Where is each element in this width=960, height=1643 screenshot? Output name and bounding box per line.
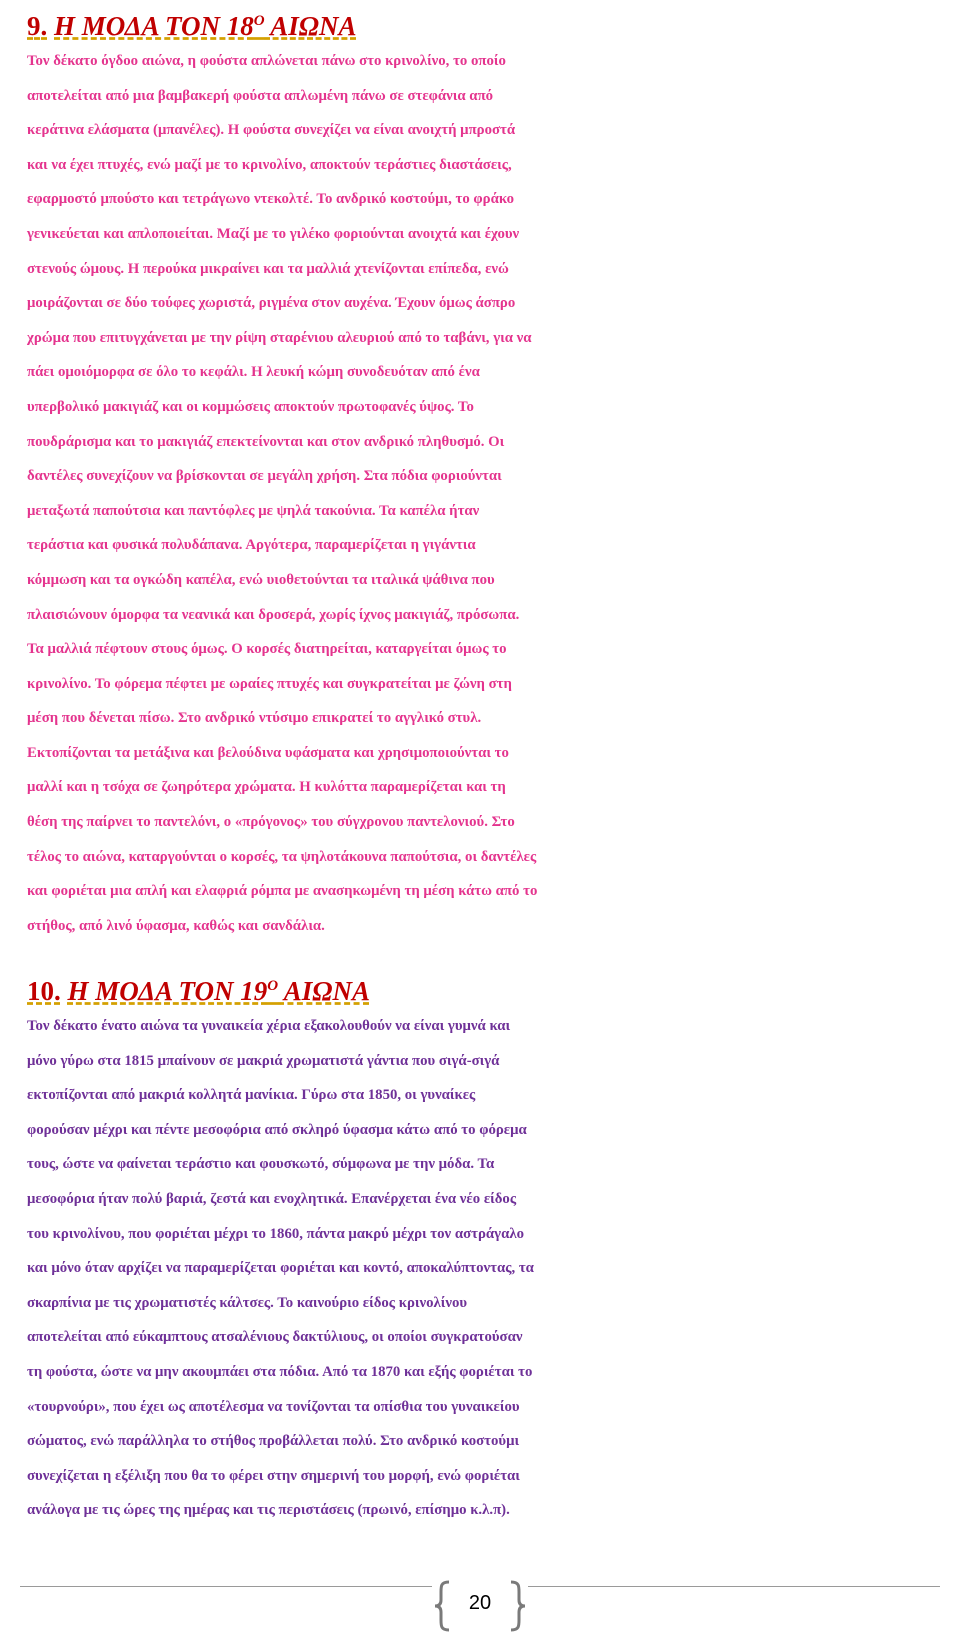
text-line: φορούσαν μέχρι και πέντε μεσοφόρια από σκληρό ύφασμα κάτω από το φόρεμα [27,1121,527,1138]
text-line: τη φούστα, ώστε να μην ακουμπάει στα πόδια. Από τα 1870 και εξής φοριέται το [27,1363,533,1380]
text-line: και μόνο όταν αρχίζει να παραμερίζεται φοριέται και κοντό, αποκαλύπτοντας, τα [27,1260,534,1277]
text-line: μόνο γύρω στα 1815 μπαίνουν σε μακριά χρωματιστά γάντια που σιγά-σιγά [27,1052,500,1069]
text-line: αποτελείται από μια βαμβακερή φούστα απλωμένη πάνω σε στεφάνια από [27,87,494,104]
section-heading-19th-century [27,973,939,1009]
text-line: σκαρπίνια με τις χρωματιστές κάλτσες. Το καινούριο είδος κρινολίνου [27,1294,468,1311]
text-line: αποτελείται από εύκαμπτους ατσαλένιους δακτύλιους, οι οποίοι συγκρατούσαν [27,1329,523,1346]
text-line: του κρινολίνου, που φοριέται μέχρι το 1860, πάντα μακρύ μέχρι τον αστράγαλο [27,1225,524,1242]
text-line: μοιράζονται σε δύο τούφες χωριστά, ριγμένα στον αυχένα. Έχουν όμως άσπρο [27,295,516,312]
text-line: γενικεύεται και απλοποιείται. Μαζί με το γιλέκο φοριούνται ανοιχτά και έχουν [27,225,520,242]
section-title-text: Η ΜΟΔΑ ΤΟΝ 18 [54,11,254,41]
section-paragraph [27,44,939,943]
text-line: στήθος, από λινό ύφασμα, καθώς και σανδάλια. [27,917,325,934]
text-line: πουδράρισμα και το μακιγιάζ επεκτείνονται και στον ανδρικό πληθυσμό. Οι [27,433,505,450]
text-line: «τουρνούρι», που έχει ως αποτέλεσμα να τονίζονται τα οπίσθια του γυναικείου [27,1398,520,1415]
text-line: τους, ώστε να φαίνεται τεράστιο και φουσκωτό, σύμφωνα με την μόδα. Τα [27,1156,495,1173]
text-line: ανάλογα με τις ώρες της ημέρας και τις περιστάσεις (πρωινό, επίσημο κ.λ.π). [27,1502,510,1519]
text-line: πάει ομοιόμορφα σε όλο το κεφάλι. Η λευκή κώμη συνοδευόταν από ένα [27,364,480,381]
section-title [68,976,370,1006]
text-line: σώματος, ενώ παράλληλα το στήθος προβάλλεται πολύ. Στο ανδρικό κοστούμι [27,1433,520,1450]
text-line: στενούς ώμους. Η περούκα μικραίνει και τα μαλλιά χτενίζονται επίπεδα, ενώ [27,260,509,277]
text-line: μαλλί και η τσόχα σε ζωηρότερα χρώματα. Η κυλόττα παραμερίζεται και τη [27,779,506,796]
right-brace-icon [506,1580,528,1632]
text-line: κεράτινα ελάσματα (μπανέλες). Η φούστα συνεχίζει να είναι ανοιχτή μπροστά [27,122,516,139]
section-18th-century [27,8,939,943]
section-paragraph [27,1009,939,1528]
text-line: μεταξωτά παπούτσια και παντόφλες με ψηλά τακούνια. Τα καπέλα ήταν [27,502,480,519]
text-line: τέλος το αιώνα, καταργούνται ο κορσές, τα ψηλοτάκουνα παπούτσια, οι δαντέλες [27,848,537,865]
text-line: εκτοπίζονται από μακριά κολλητά μανίκια. Γύρω στα 1850, οι γυναίκες [27,1087,476,1104]
text-line: Τα μαλλιά πέφτουν στους όμως. Ο κορσές διατηρείται, καταργείται όμως το [27,641,507,658]
section-19th-century [27,973,939,1528]
section-title-superscript: Ο [253,13,265,29]
text-line: κρινολίνο. Το φόρεμα πέφτει με ωραίες πτυχές και συγκρατείται με ζώνη στη [27,675,512,692]
text-line: και φοριέται μια απλή και ελαφριά ρόμπα με ανασηκωμένη τη μέση κάτω από το [27,883,538,900]
text-line: Εκτοπίζονται τα μετάξινα και βελούδινα υφάσματα και χρησιμοποιούνται το [27,744,509,761]
page-number: 20 [468,1592,492,1614]
text-line: συνεχίζεται η εξέλιξη που θα το φέρει στην σημερινή του μορφή, ενώ φοριέται [27,1467,520,1484]
text-line: μεσοφόρια ήταν πολύ βαριά, ζεστά και ενοχλητικά. Επανέρχεται ένα νέο είδος [27,1190,517,1207]
footer-rule-right [528,1586,940,1587]
text-line: δαντέλες συνεχίζουν να βρίσκονται σε μεγάλη χρήση. Στα πόδια φοριούνται [27,468,502,485]
section-number: 10. [27,976,61,1006]
text-line: υπερβολικό μακιγιάζ και οι κομμώσεις αποκτούν πρωτοφανές ύψος. Το [27,398,474,415]
text-line: Τον δέκατο όγδοο αιώνα, η φούστα απλώνεται πάνω στο κρινολίνο, το οποίο [27,53,506,69]
text-line: και να έχει πτυχές, ενώ μαζί με το κρινολίνο, αποκτούν τεράστιες διαστάσεις, [27,156,512,173]
text-line: θέση της παίρνει το παντελόνι, ο «πρόγονος» του σύγχρονου παντελονιού. Στο [27,814,515,831]
section-title-superscript: Ο [267,978,279,994]
left-brace-icon [432,1580,454,1632]
page-footer [0,1580,960,1632]
text-line: μέση που δένεται πίσω. Στο ανδρικό ντύσιμο επικρατεί το αγγλικό στυλ. [27,710,482,727]
section-heading-18th-century [27,8,939,44]
text-line: Τον δέκατο ένατο αιώνα τα γυναικεία χέρια εξακολουθούν να είναι γυμνά και [27,1018,511,1034]
text-line: κόμμωση και τα ογκώδη καπέλα, ενώ υιοθετούνται τα ιταλικά ψάθινα που [27,571,495,588]
text-line: πλαισιώνουν όμορφα τα νεανικά και δροσερά, χωρίς ίχνος μακιγιάζ, πρόσωπα. [27,606,520,623]
footer-rule-left [20,1586,432,1587]
text-line: τεράστια και φυσικά πολυδάπανα. Αργότερα, παραμερίζεται η γιγάντια [27,537,476,554]
section-number: 9. [27,11,48,41]
section-title-suffix: ΑΙΩΝΑ [278,976,370,1006]
section-title [54,11,356,41]
text-line: εφαρμοστό μπούστο και τετράγωνο ντεκολτέ. Το ανδρικό κοστούμι, το φράκο [27,191,515,208]
section-title-suffix: ΑΙΩΝΑ [264,11,357,41]
section-title-text: Η ΜΟΔΑ ΤΟΝ 19 [67,976,268,1006]
text-line: χρώμα που επιτυγχάνεται με την ρίψη σταρένιου αλευριού από το ταβάνι, για να [27,329,532,346]
